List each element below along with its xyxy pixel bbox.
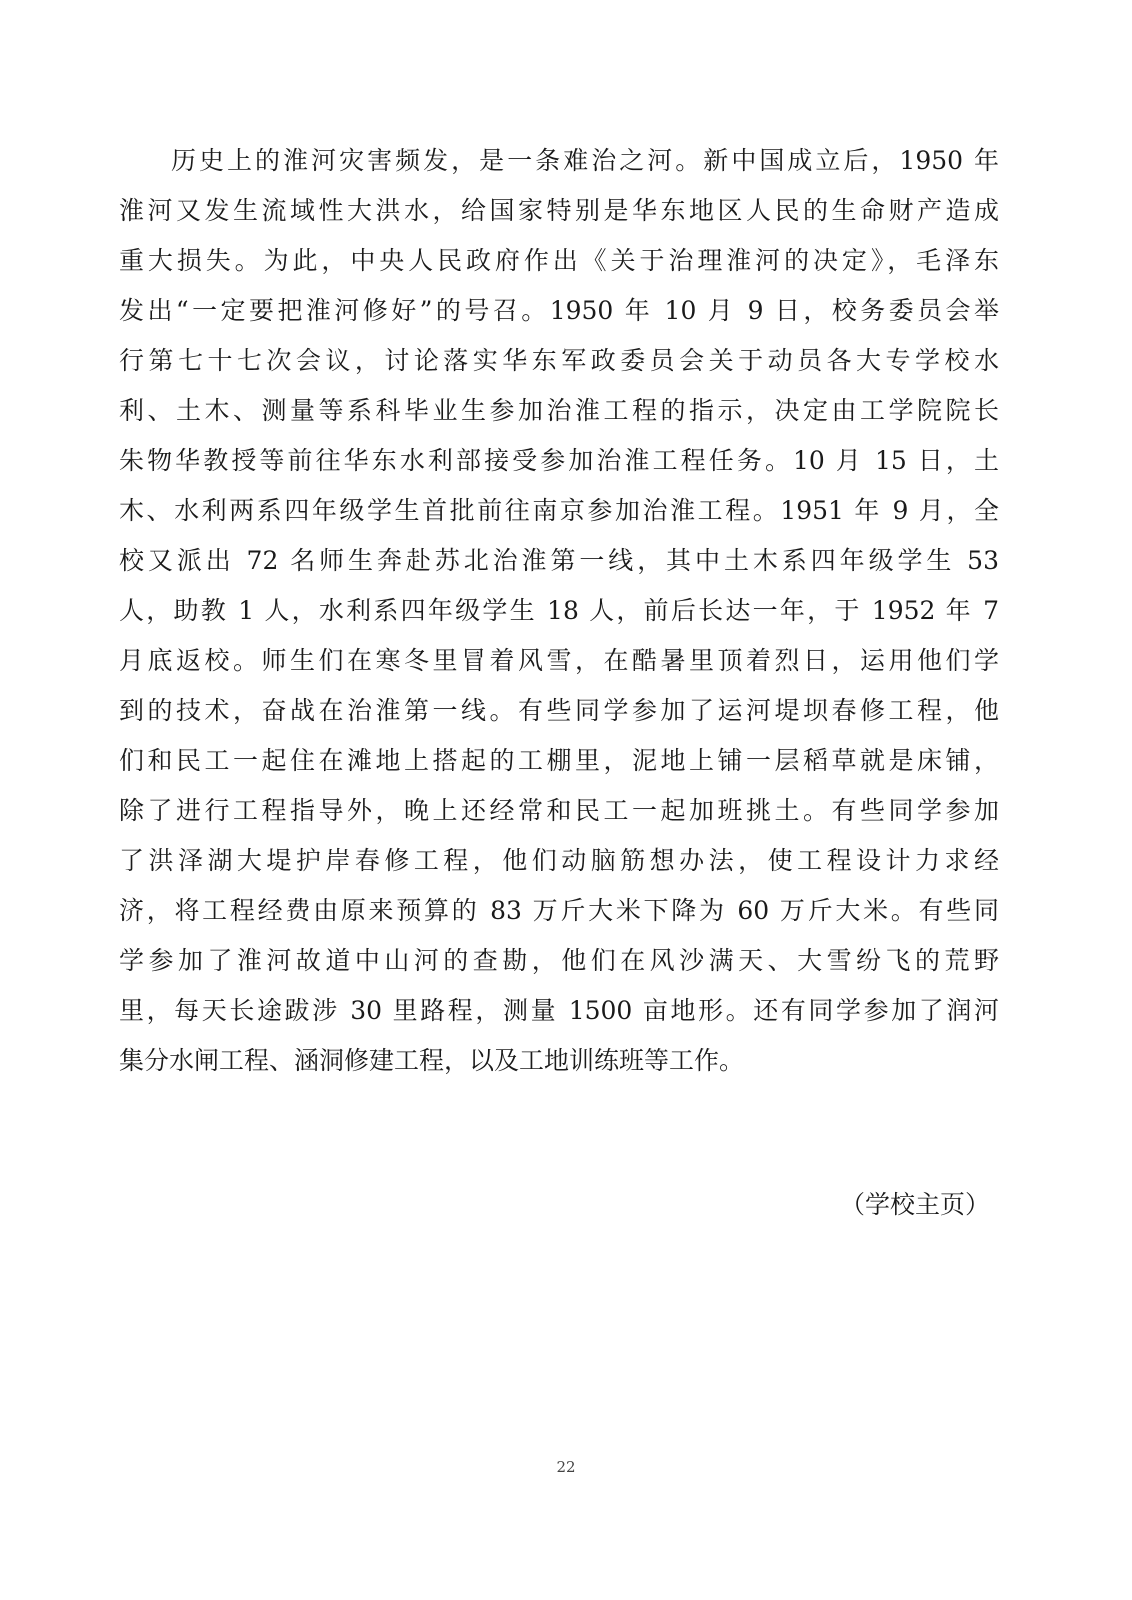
paragraph-line: 集分水闸工程、涵洞修建工程，以及工地训练班等工作。: [119, 1046, 745, 1075]
paragraph-line: 到的技术，奋战在治淮第一线。有些同学参加了运河堤坝春修工程，他: [119, 696, 999, 725]
paragraph-line: 月底返校。师生们在寒冬里冒着风雪，在酷暑里顶着烈日，运用他们学: [119, 646, 999, 675]
paragraph-line: 发出“一定要把淮河修好”的号召。1950 年 10 月 9 日，校务委员会举: [119, 296, 999, 325]
paragraph-line: 行第七十七次会议，讨论落实华东军政委员会关于动员各大专学校水: [119, 346, 999, 375]
paragraph-line: 校又派出 72 名师生奔赴苏北治淮第一线，其中土木系四年级学生 53: [119, 546, 999, 575]
paragraph-line: 了洪泽湖大堤护岸春修工程，他们动脑筋想办法，使工程设计力求经: [119, 846, 999, 875]
paragraph-line: 济，将工程经费由原来预算的 83 万斤大米下降为 60 万斤大米。有些同: [119, 896, 999, 925]
page-number: 22: [556, 1458, 576, 1476]
paragraph-line: 除了进行工程指导外，晚上还经常和民工一起加班挑土。有些同学参加: [119, 796, 999, 825]
paragraph-line: 们和民工一起住在滩地上搭起的工棚里，泥地上铺一层稻草就是床铺，: [119, 746, 999, 775]
paragraph-line: 重大损失。为此，中央人民政府作出《关于治理淮河的决定》，毛泽东: [119, 246, 999, 275]
paragraph-line: 人，助教 1 人，水利系四年级学生 18 人，前后长达一年，于 1952 年 7: [119, 596, 999, 625]
paragraph-line: 学参加了淮河故道中山河的查勘，他们在风沙满天、大雪纷飞的荒野: [119, 946, 999, 975]
article-body: [119, 136, 999, 1086]
paragraph-line: 利、土木、测量等系科毕业生参加治淮工程的指示，决定由工学院院长: [119, 396, 999, 425]
paragraph-line: 里，每天长途跋涉 30 里路程，测量 1500 亩地形。还有同学参加了润河: [119, 996, 999, 1025]
paragraph-line: 朱物华教授等前往华东水利部接受参加治淮工程任务。10 月 15 日，土: [119, 446, 999, 475]
paragraph-line: 淮河又发生流域性大洪水，给国家特别是华东地区人民的生命财产造成: [119, 196, 999, 225]
paragraph-line: 木、水利两系四年级学生首批前往南京参加治淮工程。1951 年 9 月，全: [119, 496, 999, 525]
paragraph-line: 历史上的淮河灾害频发，是一条难治之河。新中国成立后，1950 年: [171, 146, 999, 175]
source-attribution: （学校主页）: [839, 1190, 990, 1219]
